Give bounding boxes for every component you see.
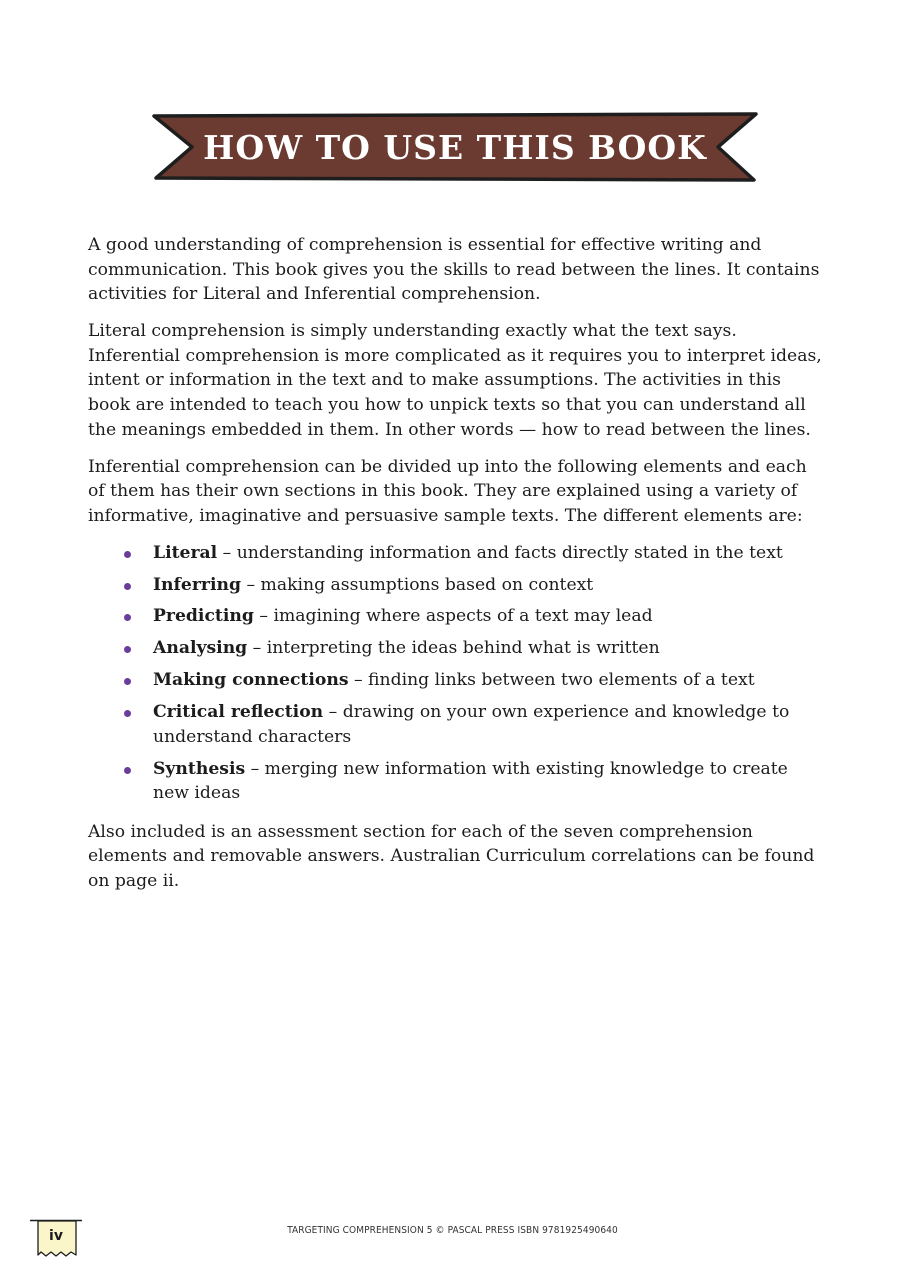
element-term: Critical reflection [153, 702, 324, 723]
list-item [88, 604, 828, 629]
bullet-icon [124, 646, 131, 653]
list-item [88, 757, 828, 806]
element-term: Predicting [153, 606, 254, 627]
element-description: – drawing on your own experience and knowledge to understand characters [153, 702, 790, 747]
page-title [150, 110, 760, 184]
element-description: – interpreting the ideas behind what is written [247, 638, 660, 659]
element-term: Literal [153, 542, 218, 563]
element-description: – imagining where aspects of a text may lead [253, 606, 653, 627]
list-item [88, 636, 828, 661]
element-description: – finding links between two elements of a text [348, 670, 755, 691]
banner-dot-left-icon: • [172, 132, 190, 162]
main-content [88, 233, 828, 906]
list-item [88, 668, 828, 693]
element-term: Making connections [153, 670, 349, 691]
list-item [88, 541, 828, 566]
intro-paragraph-3: Inferential comprehension can be divided up into the following elements and each of them has their own sections in this book. They are explained using a variety of informative, imaginative and persuasive sample texts. The different elements are: [88, 456, 807, 526]
page-title-text: HOW TO USE THIS BOOK [203, 127, 707, 167]
intro-paragraph-2: Literal comprehension is simply understanding exactly what the text says. Inferential comprehension is more complicated as it requires you to interpret ideas, intent or information in the text and to make assumptions. The activities in this book are intended to teach you how to unpick texts so that you can understand all the meanings embedded in them. In other words — how to read between the lines. [88, 321, 822, 440]
element-description: – merging new information with existing knowledge to create new ideas [153, 758, 788, 804]
footer-credit: TARGETING COMPREHENSION 5 © PASCAL PRESS ISBN 9781925490640 [287, 1225, 618, 1236]
bullet-icon [124, 767, 131, 774]
bullet-icon [124, 678, 131, 685]
title-banner [150, 110, 760, 184]
banner-dot-right-icon: • [720, 132, 738, 162]
elements-list [88, 541, 828, 806]
element-description: – understanding information and facts directly stated in the text [217, 542, 783, 563]
element-description: – making assumptions based on context [241, 574, 594, 595]
closing-paragraph: Also included is an assessment section for each of the seven comprehension elements and removable answers. Australian Curriculum correlations can be found on page ii. [88, 821, 815, 892]
intro-paragraph-1: A good understanding of comprehension is essential for effective writing and communication. This book gives you the skills to read between the lines. It contains activities for Literal and Inferential comprehension. [88, 235, 820, 305]
bullet-icon [124, 583, 131, 590]
list-item [88, 700, 828, 749]
list-item [88, 573, 828, 598]
page-number: iv [49, 1228, 63, 1244]
element-term: Synthesis [153, 758, 246, 779]
bullet-icon [124, 710, 131, 717]
bullet-icon [124, 551, 131, 558]
bullet-icon [124, 614, 131, 621]
element-term: Inferring [153, 574, 242, 595]
element-term: Analysing [153, 638, 248, 659]
